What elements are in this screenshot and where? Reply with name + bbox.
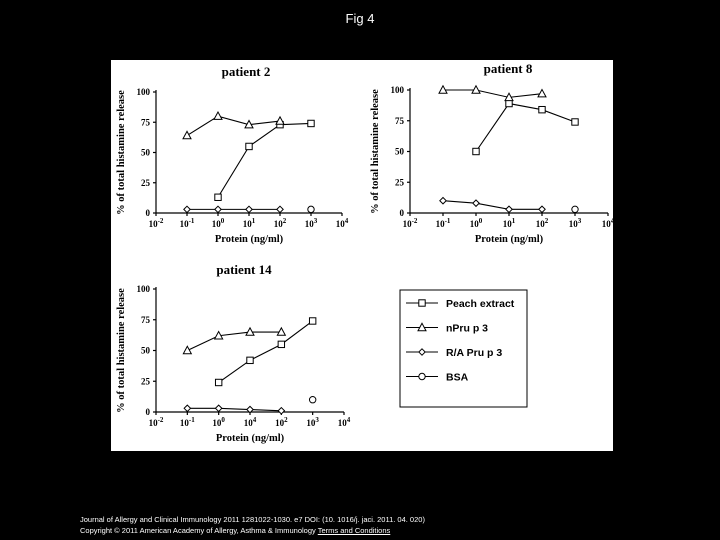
- citation-line: Journal of Allergy and Clinical Immunology 2011 1281022-1030. e7 DOI: (10. 1016/j. jaci. 2011. 04. 020): [80, 515, 425, 524]
- data-point: [215, 194, 221, 200]
- y-tick-label: 100: [390, 85, 404, 95]
- legend-label: R/A Pru p 3: [446, 347, 503, 359]
- series-diamond: [184, 405, 284, 414]
- x-tick-label: $10^4$: [243, 416, 257, 428]
- y-tick-label: 50: [141, 345, 150, 356]
- data-point: [215, 405, 221, 411]
- data-point: [184, 405, 190, 411]
- series-line: [218, 123, 311, 197]
- x-tick-label: $10^{-2}$: [148, 217, 164, 229]
- y-axis-label: % of total histamine release: [370, 89, 381, 214]
- copyright-text: Copyright © 2011 American Academy of Allergy, Asthma & Immunology: [80, 526, 318, 535]
- x-tick-label: $10^{-1}$: [435, 217, 451, 229]
- data-point: [215, 379, 221, 385]
- data-point: [215, 206, 221, 212]
- data-point: [473, 148, 479, 154]
- data-point: [183, 131, 191, 138]
- y-tick-label: 50: [395, 146, 404, 157]
- data-point: [276, 117, 284, 124]
- x-tick-label: $10^{-2}$: [148, 416, 164, 428]
- x-tick-label: $10^{-2}$: [402, 217, 418, 229]
- legend-label: nPru p 3: [446, 322, 489, 335]
- series-square: [215, 318, 315, 386]
- citation-footer: [80, 514, 425, 536]
- data-point: [309, 318, 315, 324]
- y-tick-label: 75: [141, 117, 150, 128]
- y-tick-label: 0: [145, 208, 150, 218]
- y-tick-label: 50: [141, 147, 150, 158]
- legend-label: BSA: [446, 371, 469, 384]
- data-point: [308, 206, 314, 212]
- x-tick-label: $10^{-1}$: [179, 217, 195, 229]
- x-tick-label: $10^3$: [304, 217, 318, 229]
- data-point: [539, 106, 545, 112]
- y-tick-label: 100: [136, 87, 150, 97]
- x-tick-label: $10^1$: [242, 217, 256, 229]
- x-axis-label: Protein (ng/ml): [474, 234, 544, 245]
- x-tick-label: $10^4$: [337, 416, 351, 428]
- chart-patient-8: [370, 61, 615, 245]
- data-point: [278, 341, 284, 347]
- legend-marker: [419, 373, 425, 379]
- x-tick-label: $10^3$: [568, 217, 582, 229]
- series-diamond: [184, 206, 283, 212]
- y-tick-label: 0: [399, 208, 404, 218]
- x-tick-label: $10^2$: [273, 217, 287, 229]
- series-line: [219, 321, 313, 383]
- y-tick-label: 25: [141, 376, 150, 387]
- x-tick-label: $10^2$: [275, 416, 288, 428]
- data-point: [184, 206, 190, 212]
- copyright-line: [80, 525, 425, 536]
- data-point: [308, 120, 314, 126]
- data-point: [246, 206, 252, 212]
- data-point: [440, 198, 446, 204]
- x-tick-label: $10^0$: [211, 217, 225, 229]
- y-axis-label: % of total histamine release: [116, 288, 127, 413]
- x-tick-label: $10^1$: [502, 217, 516, 229]
- data-point: [309, 397, 315, 403]
- chart-patient-2: [116, 64, 349, 245]
- series-circle: [572, 206, 578, 212]
- chart-title: patient 2: [221, 64, 271, 79]
- series-line: [187, 116, 280, 135]
- data-point: [572, 206, 578, 212]
- series-line: [443, 201, 542, 210]
- y-tick-label: 25: [141, 177, 150, 188]
- series-triangle: [439, 86, 546, 101]
- data-point: [506, 206, 512, 212]
- data-point: [278, 408, 284, 414]
- x-tick-label: $10^0$: [469, 217, 483, 229]
- terms-link[interactable]: Terms and Conditions: [317, 526, 391, 535]
- series-line: [476, 104, 575, 152]
- series-triangle: [183, 112, 284, 139]
- data-point: [539, 206, 545, 212]
- x-tick-label: $10^4$: [335, 217, 349, 229]
- series-circle: [309, 397, 315, 403]
- y-tick-label: 75: [395, 115, 404, 126]
- x-tick-label: $10^2$: [535, 217, 549, 229]
- legend-label: Peach extract: [446, 298, 515, 310]
- series-square: [215, 120, 314, 200]
- x-tick-label: $10^{-1}$: [179, 416, 195, 428]
- series-diamond: [440, 198, 545, 213]
- y-tick-label: 25: [395, 177, 404, 188]
- data-point: [247, 357, 253, 363]
- x-tick-label: $10^0$: [212, 416, 225, 428]
- y-tick-label: 0: [145, 407, 150, 417]
- data-point: [277, 206, 283, 212]
- y-tick-label: 100: [136, 284, 150, 294]
- x-tick-label: $10^4$: [601, 217, 615, 229]
- chart-title: patient 14: [216, 262, 272, 277]
- data-point: [214, 112, 222, 119]
- x-axis-label: Protein (ng/ml): [214, 234, 284, 245]
- data-point: [246, 143, 252, 149]
- x-axis-label: Protein (ng/ml): [215, 433, 285, 444]
- figure-title: Fig 4: [345, 11, 375, 26]
- legend: [400, 290, 527, 407]
- y-tick-label: 75: [141, 314, 150, 325]
- series-line: [443, 90, 542, 97]
- data-point: [506, 100, 512, 106]
- chart-patient-14: [116, 262, 351, 444]
- data-point: [473, 200, 479, 206]
- data-point: [538, 89, 546, 96]
- data-point: [572, 119, 578, 125]
- series-line: [187, 408, 281, 410]
- data-point: [183, 346, 191, 353]
- legend-marker: [419, 300, 425, 306]
- x-tick-label: $10^3$: [306, 416, 319, 428]
- y-axis-label: % of total histamine release: [116, 90, 127, 215]
- chart-title: patient 8: [483, 61, 533, 76]
- series-line: [187, 332, 281, 350]
- series-circle: [308, 206, 314, 212]
- series-square: [473, 100, 578, 154]
